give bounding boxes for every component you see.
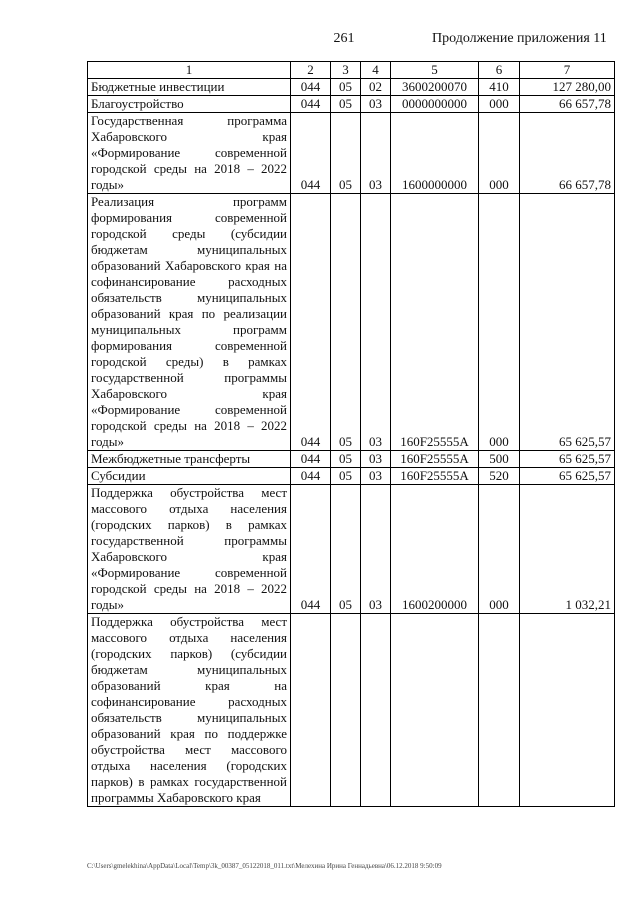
cell-target-article: 0000000000 bbox=[391, 96, 479, 113]
cell-section: 05 bbox=[331, 79, 361, 96]
cell-amount: 65 625,57 bbox=[520, 194, 615, 451]
cell-expense-type: 410 bbox=[479, 79, 520, 96]
column-header: 6 bbox=[479, 62, 520, 79]
cell-target-article: 1600000000 bbox=[391, 113, 479, 194]
cell-ministry-code: 044 bbox=[291, 451, 331, 468]
cell-ministry-code: 044 bbox=[291, 485, 331, 614]
cell-subsection: 03 bbox=[361, 485, 391, 614]
cell-subsection: 02 bbox=[361, 79, 391, 96]
row-name: Субсидии bbox=[88, 468, 291, 485]
cell-ministry-code bbox=[291, 614, 331, 807]
cell-expense-type: 000 bbox=[479, 96, 520, 113]
cell-subsection bbox=[361, 614, 391, 807]
cell-section bbox=[331, 614, 361, 807]
cell-section: 05 bbox=[331, 194, 361, 451]
cell-target-article bbox=[391, 614, 479, 807]
cell-subsection: 03 bbox=[361, 468, 391, 485]
cell-ministry-code: 044 bbox=[291, 79, 331, 96]
cell-amount: 127 280,00 bbox=[520, 79, 615, 96]
row-name: Бюджетные инвестиции bbox=[88, 79, 291, 96]
cell-expense-type: 520 bbox=[479, 468, 520, 485]
cell-target-article: 3600200070 bbox=[391, 79, 479, 96]
cell-ministry-code: 044 bbox=[291, 194, 331, 451]
page-number: 261 bbox=[333, 31, 355, 46]
column-header: 2 bbox=[291, 62, 331, 79]
row-name: Благоустройство bbox=[88, 96, 291, 113]
cell-expense-type: 500 bbox=[479, 451, 520, 468]
cell-expense-type: 000 bbox=[479, 113, 520, 194]
cell-amount: 1 032,21 bbox=[520, 485, 615, 614]
cell-amount: 66 657,78 bbox=[520, 113, 615, 194]
column-header: 4 bbox=[361, 62, 391, 79]
table-row bbox=[88, 113, 615, 194]
column-header: 1 bbox=[88, 62, 291, 79]
cell-ministry-code: 044 bbox=[291, 96, 331, 113]
cell-section: 05 bbox=[331, 96, 361, 113]
cell-amount: 66 657,78 bbox=[520, 96, 615, 113]
cell-target-article: 160F25555A bbox=[391, 468, 479, 485]
cell-subsection: 03 bbox=[361, 96, 391, 113]
cell-amount: 65 625,57 bbox=[520, 451, 615, 468]
row-name: Межбюджетные трансферты bbox=[88, 451, 291, 468]
cell-section: 05 bbox=[331, 451, 361, 468]
appendix-continuation-label: Продолжение приложения 11 bbox=[432, 31, 607, 46]
cell-expense-type: 000 bbox=[479, 485, 520, 614]
table-row bbox=[88, 468, 615, 485]
cell-section: 05 bbox=[331, 468, 361, 485]
column-header: 7 bbox=[520, 62, 615, 79]
cell-amount: 65 625,57 bbox=[520, 468, 615, 485]
table-row bbox=[88, 451, 615, 468]
row-name: Поддержка обустройства мест массового отдыха населения (городских парков) (субсидии бюджетам муниципальных образований края на софинансирование расходных обязательств муниципальных образований края по поддержке обустройства мест массового отдыха населения (городских парков) в рамках государственной программы Хабаровского края bbox=[88, 614, 291, 807]
table-row bbox=[88, 96, 615, 113]
cell-subsection: 03 bbox=[361, 113, 391, 194]
table-row bbox=[88, 485, 615, 614]
cell-ministry-code: 044 bbox=[291, 468, 331, 485]
cell-amount bbox=[520, 614, 615, 807]
budget-table bbox=[87, 61, 615, 807]
row-name: Поддержка обустройства мест массового отдыха населения (городских парков) в рамках государственной программы Хабаровского края «Формирование современной городской среды на 2018 – 2022 годы» bbox=[88, 485, 291, 614]
cell-section: 05 bbox=[331, 485, 361, 614]
table-row bbox=[88, 614, 615, 807]
row-name: Реализация программ формирования современной городской среды (субсидии бюджетам муниципальных образований Хабаровского края на софинансирование расходных обязательств муниципальных образований края по реализации муниципальных программ формирования современной городской среды) в рамках государственной программы Хабаровского края «Формирование современной городской среды на 2018 – 2022 годы» bbox=[88, 194, 291, 451]
column-header: 3 bbox=[331, 62, 361, 79]
cell-target-article: 1600200000 bbox=[391, 485, 479, 614]
cell-subsection: 03 bbox=[361, 451, 391, 468]
file-path-footer: C:\Users\gmelekhina\AppData\Local\Temp\3k_00387_05122018_011.txt\Мелехина Ирина Геннадьевна\06.12.2018 9:50:09 bbox=[87, 862, 442, 870]
row-name: Государственная программа Хабаровского края «Формирование современной городской среды на 2018 – 2022 годы» bbox=[88, 113, 291, 194]
cell-expense-type: 000 bbox=[479, 194, 520, 451]
cell-subsection: 03 bbox=[361, 194, 391, 451]
table-header-row bbox=[88, 62, 615, 79]
cell-expense-type bbox=[479, 614, 520, 807]
cell-target-article: 160F25555A bbox=[391, 451, 479, 468]
table-row bbox=[88, 79, 615, 96]
cell-target-article: 160F25555A bbox=[391, 194, 479, 451]
cell-ministry-code: 044 bbox=[291, 113, 331, 194]
cell-section: 05 bbox=[331, 113, 361, 194]
column-header: 5 bbox=[391, 62, 479, 79]
table-row bbox=[88, 194, 615, 451]
